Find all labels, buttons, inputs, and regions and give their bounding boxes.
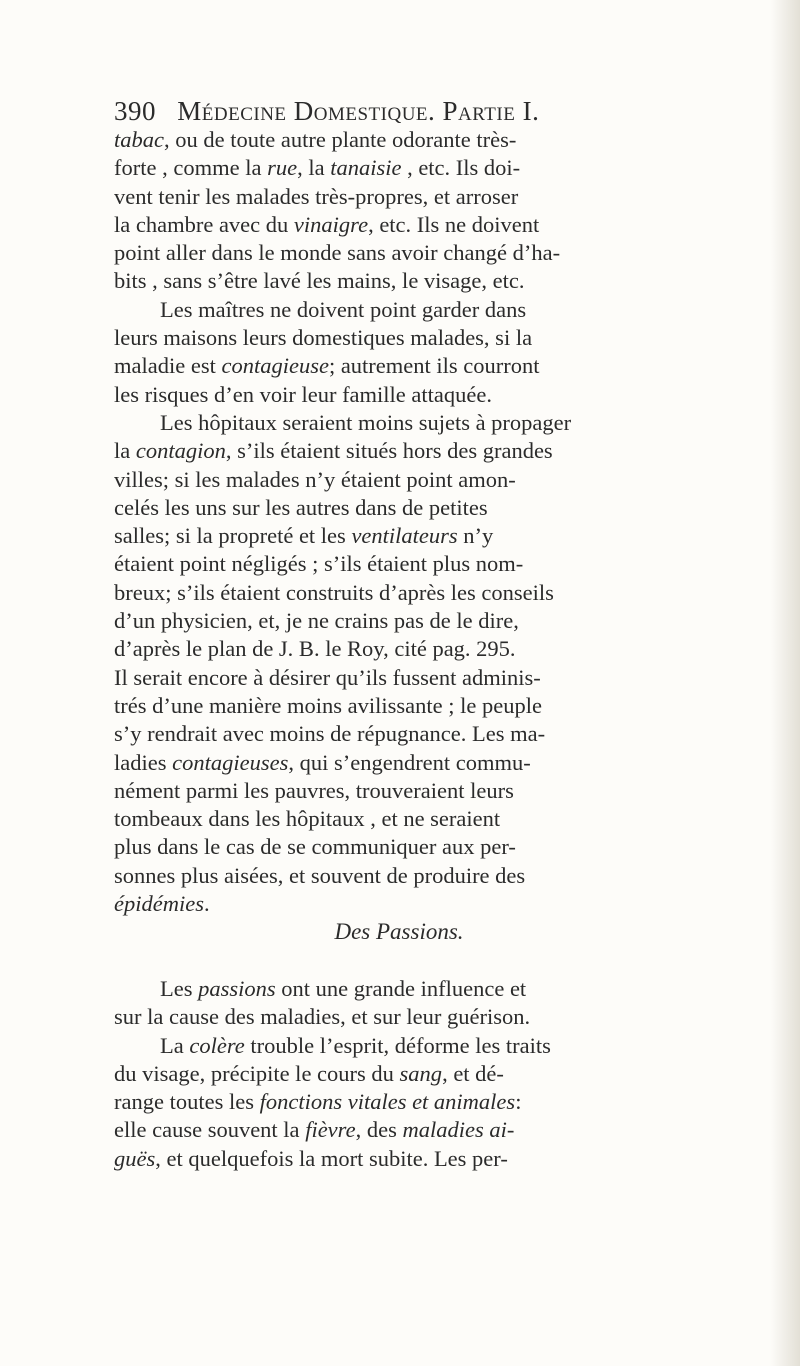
italic-run: tanaisie [330, 155, 402, 181]
text-run: ladies [114, 749, 173, 775]
italic-run: tabac [114, 127, 164, 152]
text-line [114, 1060, 799, 1088]
italic-run: vinaigre [293, 211, 369, 237]
text-line [114, 664, 799, 692]
text-run: breux; s’ils étaient construits d’après les conseils [114, 579, 554, 605]
text-run: range toutes les [114, 1089, 260, 1115]
text-line [114, 154, 799, 182]
text-run: , etc. Ils ne doivent [368, 211, 540, 237]
text-line [114, 1032, 799, 1060]
text-run: , et quelquefois la mort subite. Les per- [155, 1145, 508, 1171]
text-line [114, 692, 799, 720]
text-line [114, 862, 799, 890]
text-run: leurs maisons leurs domestiques malades, si la [114, 325, 533, 351]
text-run: celés les uns sur les autres dans de petites [114, 494, 488, 520]
text-run: sonnes plus aisées, et souvent de produire des [114, 862, 526, 888]
text-run: nément parmi les pauvres, trouveraient leurs [114, 777, 514, 803]
page-number: 390 [114, 96, 156, 126]
text-line [114, 975, 799, 1003]
text-run: bits , sans s’être lavé les mains, le visage, etc. [114, 268, 525, 294]
text-run: , la [297, 155, 331, 181]
text-run: vent tenir les malades très-propres, et arroser [114, 183, 519, 209]
text-line [114, 183, 799, 211]
text-run: ont une grande influence et [275, 975, 527, 1001]
text-line [114, 267, 799, 295]
text-line [114, 126, 799, 154]
text-run: Les [160, 975, 199, 1001]
italic-run: colère [189, 1032, 245, 1058]
spacer [114, 947, 799, 975]
text-run: du visage, précipite le cours du [114, 1060, 400, 1086]
text-run: ; autrement ils courront [328, 353, 540, 379]
text-line [114, 1003, 799, 1031]
text-run: , s’ils étaient situés hors des grandes [225, 438, 553, 464]
text-run: Les hôpitaux seraient moins sujets à propager [160, 409, 572, 435]
text-run: , et dé- [442, 1060, 504, 1086]
text-line [114, 381, 799, 409]
text-run: la [114, 438, 136, 464]
text-run: , ou de toute autre plante odorante très- [164, 127, 517, 152]
text-run: trouble l’esprit, déforme les traits [244, 1032, 551, 1058]
text-line [114, 296, 799, 324]
text-line [114, 833, 799, 861]
text-run: maladie est [114, 353, 222, 379]
text-run: elle cause souvent la [114, 1117, 306, 1143]
text-run: la chambre avec du [114, 211, 294, 237]
italic-run: ventilateurs [351, 523, 458, 549]
text-run: d’après le plan de J. B. le Roy, cité pag. 295. [114, 636, 516, 662]
text-line [114, 1088, 799, 1116]
text-line [114, 720, 799, 748]
text-line [114, 1116, 799, 1144]
text-line [114, 805, 799, 833]
text-run: s’y rendrait avec moins de répugnance. Les ma- [114, 721, 546, 747]
text-run: Les maîtres ne doivent point garder dans [160, 296, 527, 322]
italic-run: épidémies [114, 891, 204, 917]
text-run: tombeaux dans les hôpitaux , et ne seraient [114, 806, 501, 832]
text-line [114, 635, 799, 663]
text-run: point aller dans le monde sans avoir changé d’ha- [114, 240, 561, 266]
text-line [114, 494, 799, 522]
running-header [114, 96, 714, 126]
text-run: villes; si les malades n’y étaient point amon- [114, 466, 516, 492]
text-run: Il serait encore à désirer qu’ils fussent adminis- [114, 664, 541, 690]
section-heading: Des Passions. [334, 919, 464, 945]
text-run: plus dans le cas de se communiquer aux per- [114, 834, 516, 860]
text-line [114, 890, 799, 918]
text-run: les risques d’en voir leur famille attaquée. [114, 381, 492, 407]
text-run: forte , comme la [114, 155, 268, 181]
text-run: , qui s’engendrent commu- [288, 749, 531, 775]
text-run: d’un physicien, et, je ne crains pas de le dire, [114, 608, 519, 634]
italic-run: contagion [135, 438, 226, 464]
text-line [114, 1145, 799, 1173]
italic-run: guës [114, 1145, 156, 1171]
italic-run: passions [198, 975, 276, 1001]
italic-run: fièvre [305, 1117, 356, 1143]
text-line [114, 550, 799, 578]
text-run: La [160, 1032, 190, 1058]
text-run: trés d’une manière moins avilissante ; le peuple [114, 692, 542, 718]
italic-run: sang [399, 1060, 443, 1086]
italic-run: maladies ai- [402, 1117, 515, 1143]
italic-run: fonctions vitales et animales [259, 1089, 516, 1115]
text-line [114, 324, 799, 352]
text-line [114, 777, 799, 805]
text-run: , etc. Ils doi- [401, 155, 521, 181]
italic-run: contagieuses [172, 749, 289, 775]
running-title: Médecine Domestique. Partie I. [177, 96, 540, 126]
text-line [114, 211, 799, 239]
text-line [114, 522, 799, 550]
italic-run: contagieuse [221, 353, 329, 379]
text-line [114, 409, 799, 437]
text-run: , des [355, 1117, 403, 1143]
page-body [114, 126, 799, 1173]
text-line [114, 579, 799, 607]
text-line [114, 466, 799, 494]
text-run: : [515, 1089, 522, 1115]
text-line [114, 749, 799, 777]
text-line [114, 607, 799, 635]
text-run: sur la cause des maladies, et sur leur guérison. [114, 1004, 531, 1030]
text-line [114, 352, 799, 380]
italic-run: rue [267, 155, 298, 181]
text-run: salles; si la propreté et les [114, 523, 352, 549]
text-run: . [203, 891, 210, 917]
text-run: n’y [457, 523, 494, 549]
text-run: étaient point négligés ; s’ils étaient plus nom- [114, 551, 524, 577]
text-line [114, 437, 799, 465]
text-line [114, 239, 799, 267]
